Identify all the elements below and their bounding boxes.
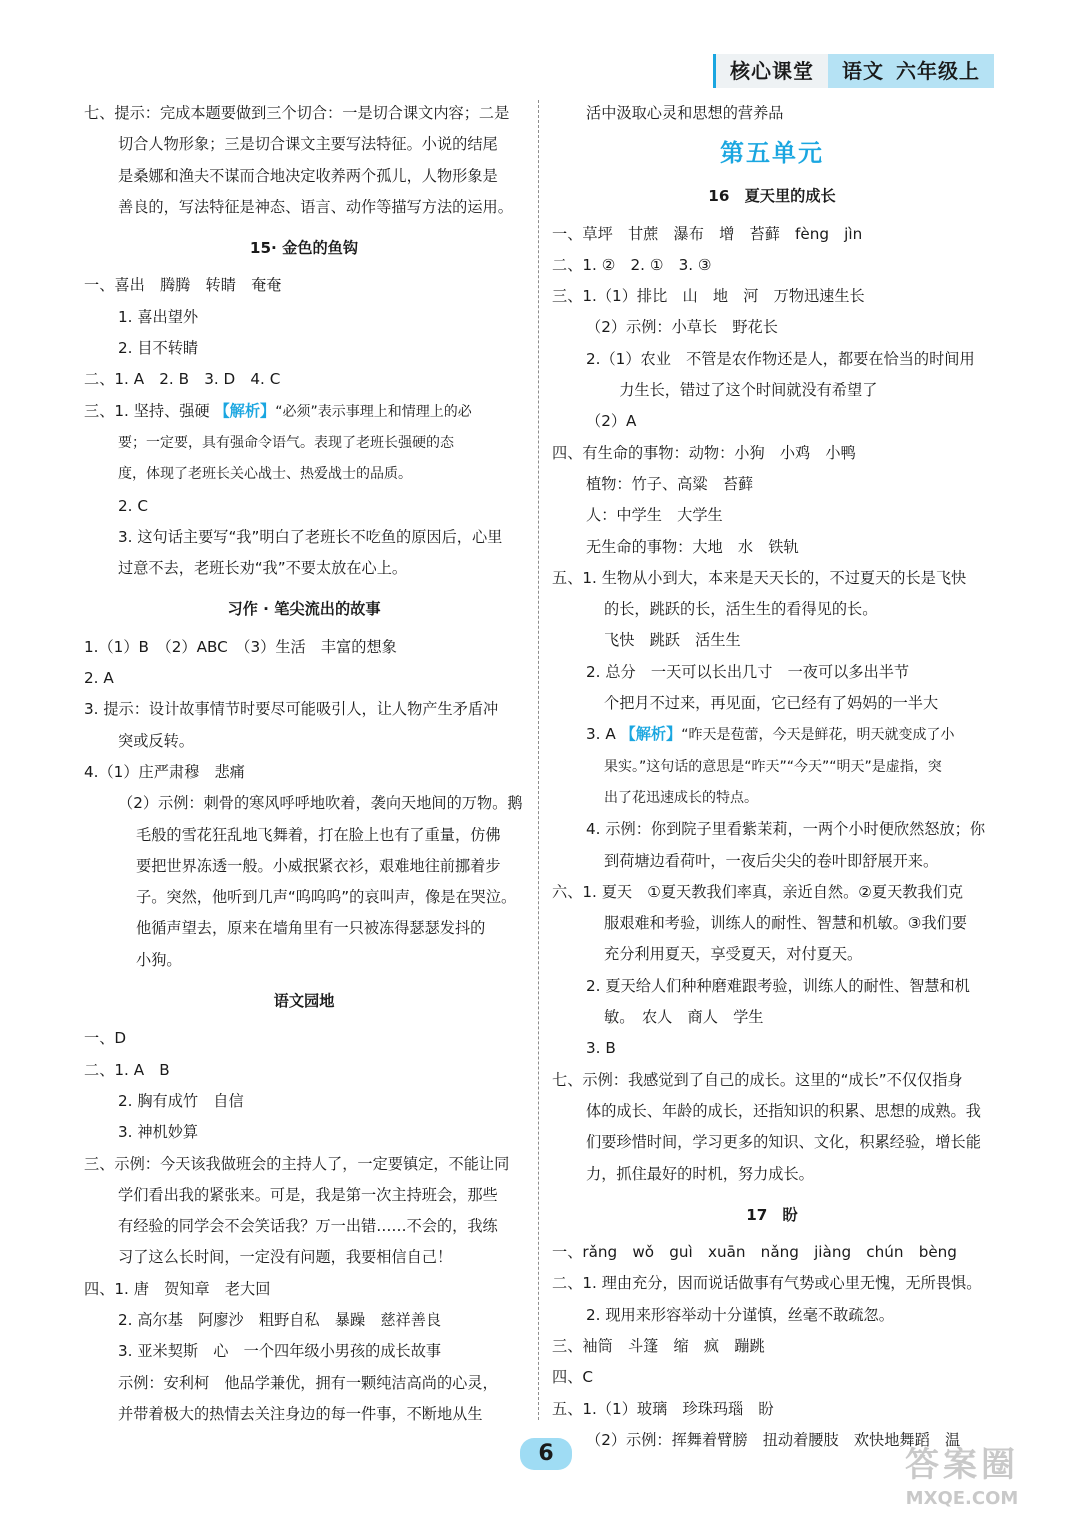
grade-label: 六年级上 [896,59,980,83]
line-text: 3. 这句话主要写“我”明白了老班长不吃鱼的原因后，心里 [118,527,503,546]
answer-line [552,688,992,719]
line-text: 过意不去，老班长劝“我”不要太放在心上。 [118,559,408,578]
line-text: 四、C [552,1368,593,1387]
line-text: 2. 现用来形容举动十分谨慎，丝毫不敢疏忽。 [586,1305,894,1324]
unit-title [552,135,992,171]
answer-line [84,820,524,851]
answer-line [552,939,992,970]
section-title [552,181,992,212]
line-text: 语文园地 [273,992,335,1011]
analysis-tag: 【解析】 [214,401,276,420]
answer-line [84,663,524,694]
subject-grade [828,54,994,88]
line-text: 六、1. 夏天 ①夏天教我们率真，亲近自然。②夏天教我们克 [552,882,964,901]
line-text: 四、1. 唐 贺知章 老大回 [84,1279,271,1298]
line-text: 的长，跳跃的长，活生生的看得见的长。 [604,600,878,619]
answer-line [84,913,524,944]
answer-line [552,1127,992,1158]
line-text: 三、1.（1）排比 山 地 河 万物迅速生长 [552,287,865,306]
answer-line [552,1237,992,1268]
line-text: 植物：竹子、高粱 苔藓 [586,474,754,493]
line-text: 出了花迅速成长的特点。 [604,789,758,806]
line-text: 二、1. A B [84,1060,170,1079]
section-title [552,1200,992,1231]
answer-line [84,1242,524,1273]
answer-line [552,563,992,594]
answer-line [552,1394,992,1425]
line-text: 们要珍惜时间，学习更多的知识、文化，积累经验，增长能 [586,1133,981,1152]
answer-line [552,532,992,563]
line-text: 2. 高尔基 阿廖沙 粗野自私 暴躁 慈祥善良 [118,1310,442,1329]
answer-line [552,312,992,343]
answer-line [84,270,524,301]
answer-line [84,553,524,584]
line-text: 示例：安利柯 他品学兼优，拥有一颗纯洁高尚的心灵， [118,1373,498,1392]
answer-line [84,491,524,522]
line-text: 4.（1）庄严肃穆 悲痛 [84,762,245,781]
answer-line [84,1274,524,1305]
answer-line [84,1023,524,1054]
answer-line [552,1065,992,1096]
line-text: 2. 胸有成竹 自信 [118,1091,244,1110]
line-text: 2. 夏天给人们种种磨难跟考验，训练人的耐性、智慧和机 [586,976,970,995]
watermark-main: 答案圈 [905,1445,1019,1485]
line-text: 1. 喜出望外 [118,307,199,326]
answer-line [84,632,524,663]
line-text: 3. 神机妙算 [118,1123,199,1142]
line-text: 毛般的雪花狂乱地飞舞着，打在脸上也有了重量，仿佛 [136,825,501,844]
left-column [84,98,524,1430]
line-text: 1.（1）B （2）ABC （3）生活 丰富的想象 [84,637,397,656]
line-text: 2.（1）农业 不管是农作物还是人，都要在恰当的时间用 [586,349,975,368]
analysis-text: “昨天是苞蕾，今天是鲜花，明天就变成了小 [681,727,955,744]
answer-line [84,1086,524,1117]
answer-line [84,757,524,788]
line-text: 七、提示：完成本题要做到三个切合：一是切合课文内容；二是 [84,104,510,122]
line-text: 充分利用夏天，享受夏天，对付夏天。 [604,945,863,964]
line-text: 第五单元 [720,139,824,168]
section-title [84,594,524,625]
line-text: 度，体现了老班长关心战士、热爱战士的品质。 [118,466,412,483]
answer-line [84,522,524,553]
line-text: 2. C [118,496,148,515]
section-title [84,233,524,264]
line-text: 二、1. ② 2. ① 3. ③ [552,255,712,274]
answer-line [552,469,992,500]
answer-line [552,438,992,469]
answer-line [84,364,524,395]
answer-line [552,281,992,312]
answer-line [552,1159,992,1190]
line-text: 他循声望去，原来在墙角里有一只被冻得瑟瑟发抖的 [136,919,486,938]
answer-line [552,846,992,877]
answer-line [84,726,524,757]
line-text: 3. 提示：设计故事情节时要尽可能吸引人，让人物产生矛盾冲 [84,700,499,719]
line-text: 习作 · 笔尖流出的故事 [227,600,381,619]
answer-line [552,1331,992,1362]
answer-line [84,945,524,976]
line-text: 2. 目不转睛 [118,339,199,358]
line-text: （2）示例：刺骨的寒风呼呼地吹着，袭向天地间的万物。鹅 [118,794,523,813]
watermark-sub: MXQE.COM [905,1488,1019,1509]
answer-line [84,851,524,882]
answer-line [552,814,992,845]
line-text: 3. B [586,1039,616,1058]
line-text: 二、1. A 2. B 3. D 4. C [84,370,281,389]
line-text: 敏。 农人 商人 学生 [604,1008,764,1027]
answer-line [552,1362,992,1393]
subject-label: 语文 [842,59,884,83]
page-number: 6 [520,1438,572,1470]
line-text: （2）A [586,412,637,431]
answer-line [552,219,992,250]
answer-line [84,161,524,192]
line-text: 3. A [586,725,621,744]
answer-line [84,694,524,725]
line-text: 三、袖筒 斗篷 缩 疯 蹦跳 [552,1336,765,1355]
answer-line [84,1336,524,1367]
answer-line [84,302,524,333]
line-text: 要；一定要，具有强命令语气。表现了老班长强硬的态 [118,434,454,451]
page-header [713,54,994,88]
answer-line [84,788,524,819]
answer-line [552,783,992,814]
answer-line [84,1149,524,1180]
line-text: 15· 金色的鱼钩 [249,239,359,258]
answer-line [84,1117,524,1148]
line-text: 有经验的同学会不会笑话我？万一出错……不会的，我练 [118,1217,498,1236]
answer-line [84,333,524,364]
line-text: 人：中学生 大学生 [586,506,723,525]
answer-line [84,98,524,129]
line-text: 一、喜出 腾腾 转睛 奄奄 [84,276,282,295]
analysis-tag: 【解析】 [620,725,682,744]
line-text: 力生长，错过了这个时间就没有希望了 [604,381,878,400]
answer-line [552,375,992,406]
line-text: 小狗。 [136,950,182,969]
line-text: 善良的，写法特征是神态、语言、动作等描写方法的运用。 [118,197,513,216]
answer-line [84,1180,524,1211]
line-text: 是桑娜和渔夫不谋而合地决定收养两个孤儿，人物形象是 [118,166,498,185]
answer-line [552,1002,992,1033]
answer-line [552,971,992,1002]
answer-line [552,1033,992,1064]
right-column [552,98,992,1456]
line-text: 17 盼 [746,1205,798,1224]
answer-line [552,98,992,129]
line-text: 五、1.（1）玻璃 珍珠玛瑙 盼 [552,1399,774,1418]
line-text: 果实。”这句话的意思是“昨天”“今天”“明天”是虚指，突 [604,758,942,775]
line-text: 16 夏天里的成长 [708,187,836,206]
line-text: 一、草坪 甘蔗 瀑布 增 苔藓 fèng jìn [552,224,863,243]
answer-line [84,1055,524,1086]
analysis-text: “必须”表示事理上和情理上的必 [275,403,472,420]
line-text: 三、示例：今天该我做班会的主持人了，一定要镇定，不能让同 [84,1154,510,1173]
answer-line [552,1300,992,1331]
line-text: 活中汲取心灵和思想的营养品 [586,104,784,122]
line-text: 个把月不过来，再见面，它已经有了妈妈的一半大 [604,694,939,713]
answer-line [552,719,992,751]
line-text: 七、示例：我感觉到了自己的成长。这里的“成长”不仅仅指身 [552,1070,963,1089]
line-text: 飞快 跳跃 活生生 [604,631,741,650]
line-text: 子。突然，他听到几声“呜呜呜”的哀叫声，像是在哭泣。 [136,888,517,907]
line-text: 切合人物形象；三是切合课文主要写法特征。小说的结尾 [118,135,498,154]
line-text: 五、1. 生物从小到大，本来是天天长的，不过夏天的长是飞快 [552,568,967,587]
answer-line [552,625,992,656]
line-text: 要把世界冻透一般。小威抿紧衣衫，艰难地往前挪着步 [136,856,501,875]
line-text: 二、1. 理由充分，因而说话做事有气势或心里无愧，无所畏惧。 [552,1274,982,1293]
answer-line [84,882,524,913]
answer-line [552,406,992,437]
watermark-logo [872,1442,1052,1522]
line-text: 四、有生命的事物：动物：小狗 小鸡 小鸭 [552,443,856,462]
line-text: 2. A [84,669,114,688]
line-text: 2. 总分 一天可以长出几寸 一夜可以多出半节 [586,662,910,681]
line-text: 4. 示例：你到院子里看紫茉莉，一两个小时便欣然怒放；你 [586,820,986,839]
answer-line [552,908,992,939]
answer-line [552,594,992,625]
line-text: 服艰难和考验，训练人的耐性、智慧和机敏。③我们要 [604,914,967,933]
line-text: 到荷塘边看荷叶，一夜后尖尖的卷叶即舒展开来。 [604,851,939,870]
column-divider [538,100,539,1420]
line-text: 一、rǎng wǒ guì xuān nǎng jiàng chún bèng [552,1243,957,1262]
answer-line [84,396,524,428]
answer-line [84,1368,524,1399]
answer-line [552,877,992,908]
answer-line [552,752,992,783]
line-text: 学们看出我的紧张来。可是，我是第一次主持班会，那些 [118,1185,498,1204]
line-text: 一、D [84,1029,127,1048]
line-text: 习了这么长时间，一定没有问题，我要相信自己！ [118,1248,453,1267]
line-text: 突或反转。 [118,731,194,750]
answer-line [84,1211,524,1242]
book-brand: 核心课堂 [713,54,828,88]
line-text: 力，抓住最好的时机，努力成长。 [586,1164,814,1183]
section-title [84,986,524,1017]
line-text: （2）示例：小草长 野花长 [586,318,778,337]
answer-line [552,250,992,281]
answer-line [84,428,524,459]
line-text: 体的成长、年龄的成长，还指知识的积累、思想的成熟。我 [586,1101,981,1120]
answer-line [84,459,524,490]
answer-line [552,500,992,531]
line-text: （2）示例：挥舞着臂膀 扭动着腰肢 欢快地舞蹈 温 [586,1430,961,1449]
answer-line [552,657,992,688]
answer-line [552,1096,992,1127]
answer-line [84,129,524,160]
line-text: 无生命的事物：大地 水 铁轨 [586,537,799,556]
answer-line [552,344,992,375]
answer-line [552,1268,992,1299]
answer-line [84,1305,524,1336]
line-text: 三、1. 坚持、强硬 [84,401,215,420]
line-text: 3. 亚米契斯 心 一个四年级小男孩的成长故事 [118,1342,442,1361]
answer-line [84,192,524,223]
answer-line [84,1399,524,1430]
line-text: 并带着极大的热情去关注身边的每一件事，不断地从生 [118,1404,483,1423]
